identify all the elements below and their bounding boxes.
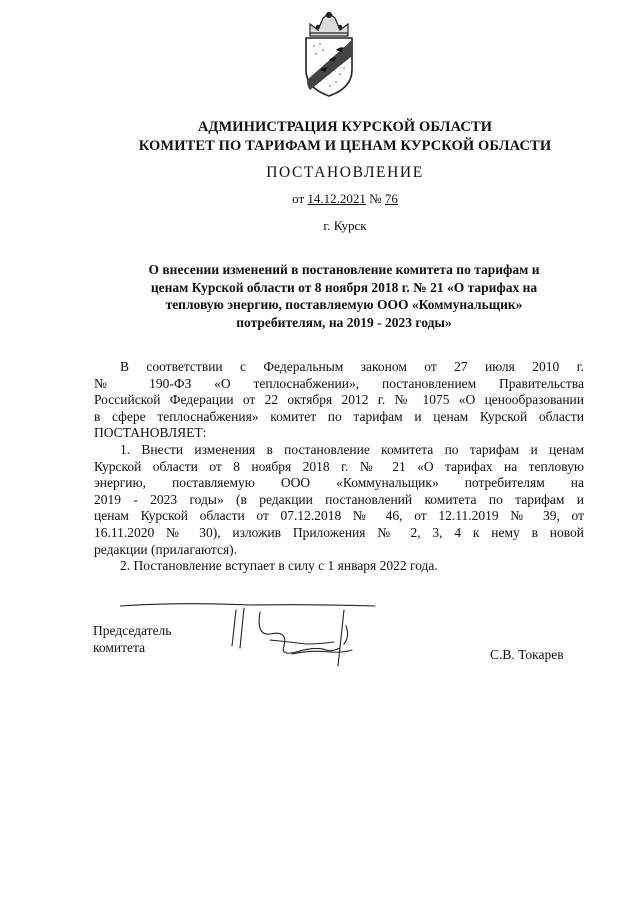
- subject-line: О внесении изменений в постановление комитета по тарифам и: [148, 262, 540, 277]
- subject-line: потребителям, на 2019 - 2023 годы»: [236, 314, 452, 330]
- signer-position: [93, 623, 171, 656]
- document-body: [94, 359, 584, 575]
- organization-name-line2: КОМИТЕТ ПО ТАРИФАМ И ЦЕНАМ КУРСКОЙ ОБЛАСТИ: [138, 138, 552, 154]
- item-1-line: энергию, поставляемую ООО «Коммунальщик» потребителям на: [94, 475, 584, 491]
- body-line: № 190-ФЗ «О теплоснабжении», постановлением Правительства: [94, 375, 584, 391]
- coat-of-arms-emblem: [296, 10, 362, 98]
- subject-line: тепловую энергию, поставляемую ООО «Коммунальщик»: [165, 297, 523, 312]
- city: г. Курск: [323, 218, 367, 233]
- document-type: ПОСТАНОВЛЕНИЕ: [266, 164, 424, 181]
- item-1-line: 16.11.2020 № 30), изложив Приложения № 2, 3, 4 к нему в новой: [94, 524, 584, 540]
- date-number-line: [60, 191, 630, 207]
- position-line: Председатель: [93, 623, 172, 638]
- document-date: 14.12.2021: [307, 191, 366, 206]
- item-1-line: 2019 - 2023 годы» (в редакции постановлений комитета по тарифам и: [94, 491, 584, 507]
- signer-name: С.В. Токарев: [490, 647, 564, 662]
- number-prefix: №: [365, 191, 385, 206]
- body-line: Российской Федерации от 22 октября 2012 г. № 1075 «О ценообразовании: [94, 392, 584, 408]
- subject-line: ценам Курской области от 8 ноября 2018 г. № 21 «О тарифах на: [150, 279, 538, 295]
- item-1-line: ценам Курской области от 07.12.2018 № 46, от 12.11.2019 № 39, от: [94, 508, 584, 524]
- body-line: В соответствии с Федеральным законом от 27 июля 2010 г.: [120, 359, 584, 374]
- position-line: комитета: [93, 639, 146, 655]
- document-subject: [100, 261, 588, 331]
- item-1-line: Курской области от 8 ноября 2018 г. № 21 «О тарифах на тепловую: [94, 458, 584, 474]
- date-prefix: от: [292, 191, 308, 206]
- document-number: 76: [384, 191, 398, 206]
- decree-word: ПОСТАНОВЛЯЕТ:: [94, 425, 207, 441]
- item-1-line: редакции (прилагаются).: [94, 541, 238, 557]
- organization-name-line1: АДМИНИСТРАЦИЯ КУРСКОЙ ОБЛАСТИ: [197, 119, 493, 135]
- body-line: в сфере теплоснабжения» комитет по тарифам и ценам Курской области: [94, 408, 584, 424]
- item-2: 2. Постановление вступает в силу с 1 января 2022 года.: [120, 558, 438, 574]
- item-1-line: 1. Внести изменения в постановление комитета по тарифам и ценам: [120, 441, 584, 457]
